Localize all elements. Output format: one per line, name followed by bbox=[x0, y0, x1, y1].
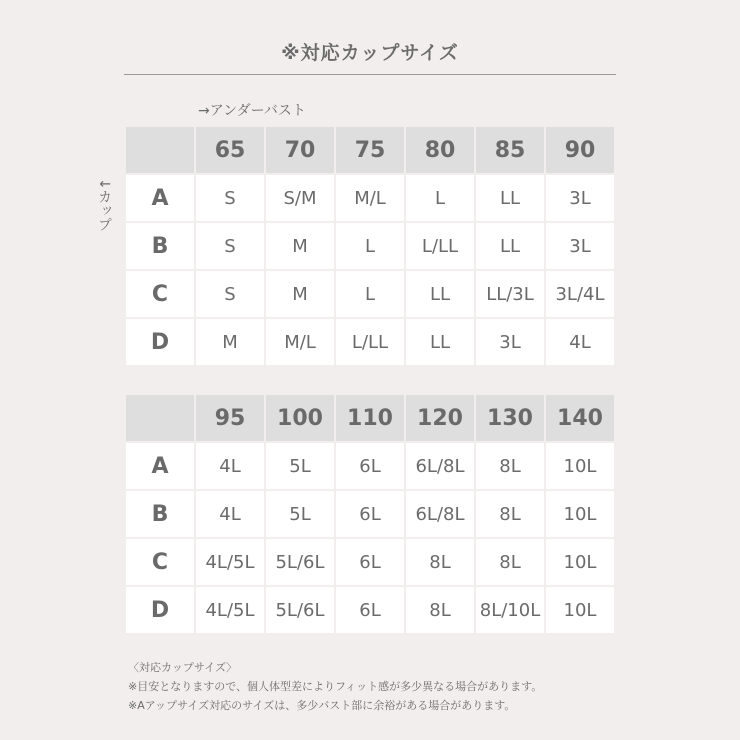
size-cell: 8L bbox=[475, 538, 545, 586]
size-cell: S/M bbox=[265, 174, 335, 222]
under-bust-header: 120 bbox=[405, 394, 475, 442]
table-corner bbox=[125, 126, 195, 174]
size-cell: 8L bbox=[475, 442, 545, 490]
size-cell: 6L bbox=[335, 538, 405, 586]
table-row bbox=[125, 270, 615, 318]
cup-header: B bbox=[125, 222, 195, 270]
note-line: ※Aアップサイズ対応のサイズは、多少バスト部に余裕がある場合があります。 bbox=[128, 699, 516, 712]
size-cell: L bbox=[335, 222, 405, 270]
table-row bbox=[125, 538, 615, 586]
cup-header: A bbox=[125, 442, 195, 490]
table-header-row bbox=[125, 394, 615, 442]
cup-header: D bbox=[125, 318, 195, 366]
size-cell: 3L bbox=[545, 174, 615, 222]
under-bust-header: 70 bbox=[265, 126, 335, 174]
cup-header: A bbox=[125, 174, 195, 222]
size-cell: 4L/5L bbox=[195, 538, 265, 586]
cup-axis-label: ↓カップ bbox=[96, 178, 112, 232]
size-cell: 6L bbox=[335, 586, 405, 634]
size-cell: LL bbox=[475, 222, 545, 270]
size-cell: M bbox=[265, 270, 335, 318]
size-cell: 3L/4L bbox=[545, 270, 615, 318]
under-bust-header: 85 bbox=[475, 126, 545, 174]
notes-heading: 〈対応カップサイズ〉 bbox=[128, 661, 238, 674]
size-cell: 8L/10L bbox=[475, 586, 545, 634]
size-cell: S bbox=[195, 222, 265, 270]
size-table-1 bbox=[124, 125, 616, 367]
size-table-2 bbox=[124, 393, 616, 635]
under-bust-header: 140 bbox=[545, 394, 615, 442]
table-row bbox=[125, 490, 615, 538]
table-corner bbox=[125, 394, 195, 442]
table-row bbox=[125, 318, 615, 366]
size-cell: 10L bbox=[545, 442, 615, 490]
under-bust-header: 100 bbox=[265, 394, 335, 442]
size-cell: L/LL bbox=[405, 222, 475, 270]
size-cell: L/LL bbox=[335, 318, 405, 366]
size-cell: S bbox=[195, 174, 265, 222]
under-bust-header: 110 bbox=[335, 394, 405, 442]
cup-header: B bbox=[125, 490, 195, 538]
table-row bbox=[125, 586, 615, 634]
size-cell: 8L bbox=[405, 586, 475, 634]
size-cell: 10L bbox=[545, 586, 615, 634]
size-cell: 10L bbox=[545, 538, 615, 586]
size-cell: 10L bbox=[545, 490, 615, 538]
size-cell: L bbox=[335, 270, 405, 318]
size-cell: L bbox=[405, 174, 475, 222]
table-row bbox=[125, 222, 615, 270]
size-cell: LL bbox=[405, 270, 475, 318]
size-cell: LL bbox=[475, 174, 545, 222]
size-cell: M/L bbox=[265, 318, 335, 366]
size-cell: 8L bbox=[405, 538, 475, 586]
under-bust-header: 130 bbox=[475, 394, 545, 442]
size-cell: 5L bbox=[265, 490, 335, 538]
size-cell: M bbox=[195, 318, 265, 366]
table-header-row bbox=[125, 126, 615, 174]
cup-header: D bbox=[125, 586, 195, 634]
size-cell: 4L/5L bbox=[195, 586, 265, 634]
size-cell: 6L/8L bbox=[405, 490, 475, 538]
size-cell: LL/3L bbox=[475, 270, 545, 318]
size-cell: 6L/8L bbox=[405, 442, 475, 490]
size-cell: M/L bbox=[335, 174, 405, 222]
under-bust-header: 80 bbox=[405, 126, 475, 174]
under-bust-header: 95 bbox=[195, 394, 265, 442]
table-row bbox=[125, 174, 615, 222]
table-row bbox=[125, 442, 615, 490]
under-bust-header: 65 bbox=[195, 126, 265, 174]
size-cell: 3L bbox=[475, 318, 545, 366]
size-cell: M bbox=[265, 222, 335, 270]
size-cell: 5L/6L bbox=[265, 538, 335, 586]
cup-header: C bbox=[125, 270, 195, 318]
size-cell: 5L bbox=[265, 442, 335, 490]
title-divider bbox=[124, 74, 616, 75]
page-title: ※対応カップサイズ bbox=[281, 42, 459, 64]
size-cell: 6L bbox=[335, 490, 405, 538]
notes bbox=[128, 658, 542, 715]
size-cell: S bbox=[195, 270, 265, 318]
size-cell: LL bbox=[405, 318, 475, 366]
under-bust-axis-label: →アンダーバスト bbox=[198, 103, 306, 119]
under-bust-header: 75 bbox=[335, 126, 405, 174]
size-cell: 4L bbox=[545, 318, 615, 366]
cup-header: C bbox=[125, 538, 195, 586]
size-cell: 4L bbox=[195, 490, 265, 538]
size-cell: 6L bbox=[335, 442, 405, 490]
under-bust-header: 90 bbox=[545, 126, 615, 174]
size-cell: 8L bbox=[475, 490, 545, 538]
note-line: ※目安となりますので、個人体型差によりフィット感が多少異なる場合があります。 bbox=[128, 680, 543, 693]
size-cell: 5L/6L bbox=[265, 586, 335, 634]
size-cell: 4L bbox=[195, 442, 265, 490]
size-cell: 3L bbox=[545, 222, 615, 270]
